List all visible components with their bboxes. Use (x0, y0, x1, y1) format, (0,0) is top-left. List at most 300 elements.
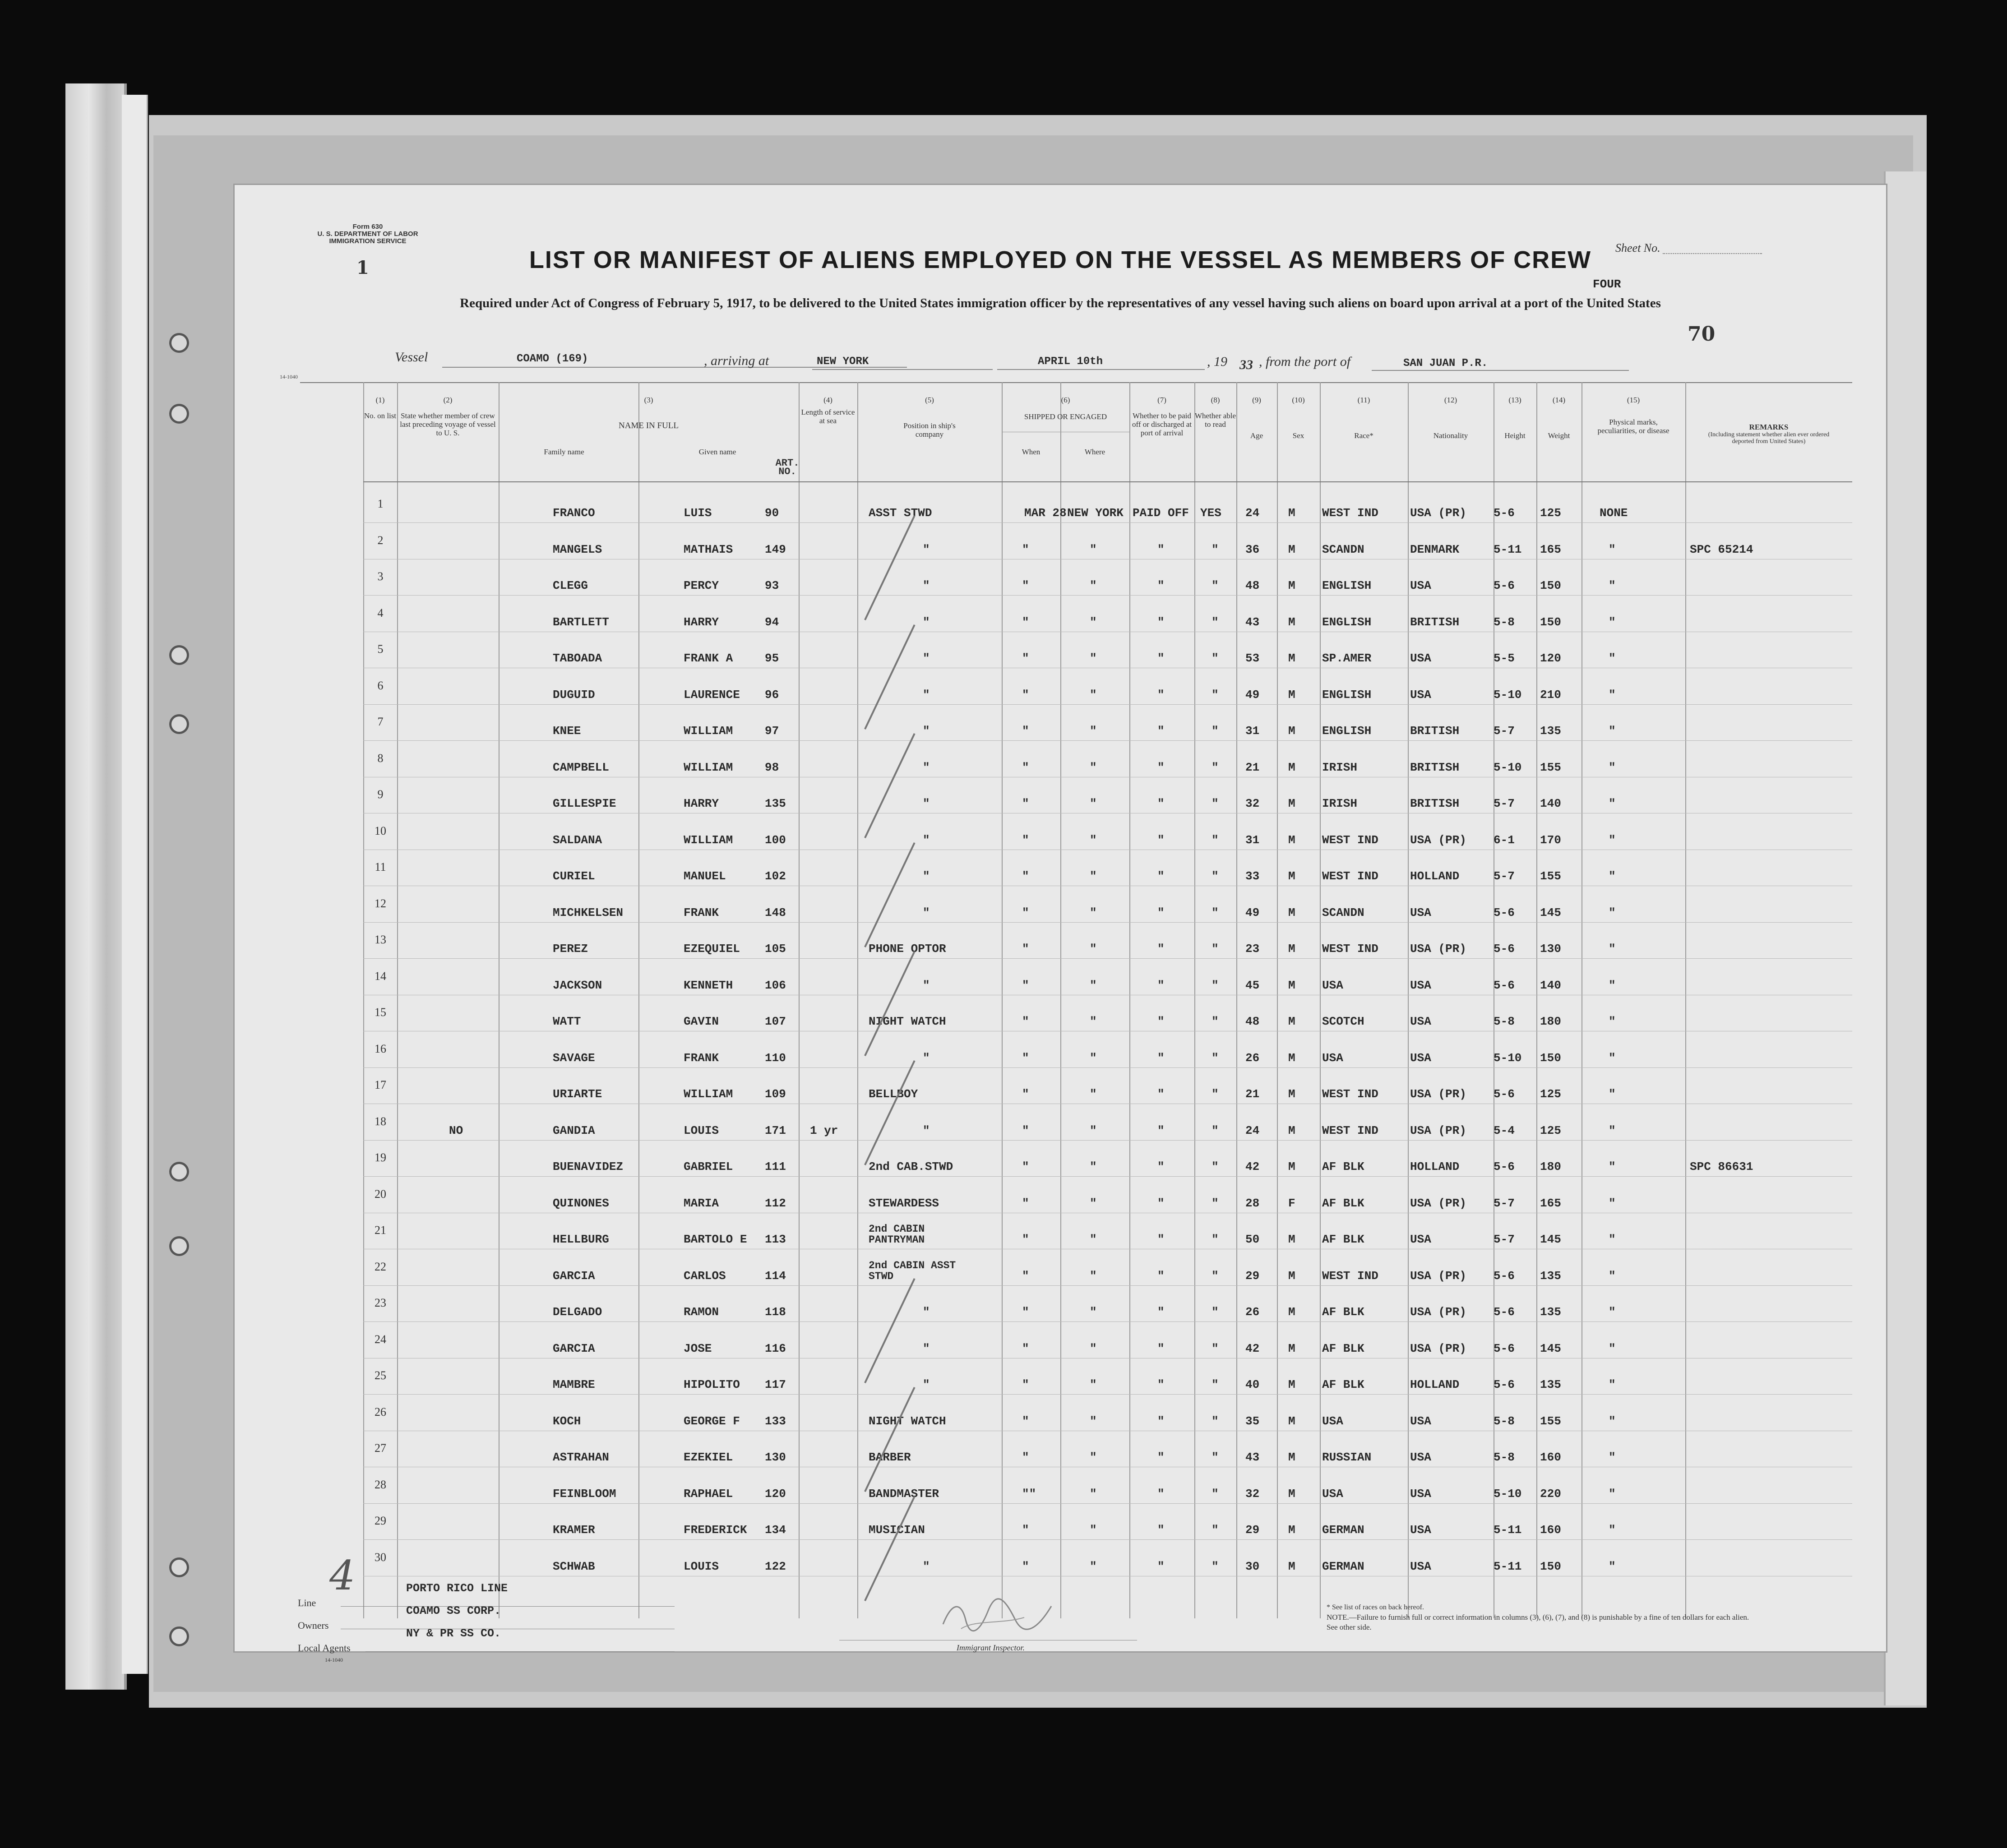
col-header-art-no: ART. NO. (775, 457, 800, 477)
cell-sex: M (1288, 1087, 1295, 1101)
cell-remarks: SPC 65214 (1690, 542, 1753, 556)
cell-able-to-read: " (1212, 1559, 1219, 1573)
handwritten-mark: 4 (329, 1552, 356, 1599)
cell-family-name: KRAMER (553, 1523, 595, 1537)
cell-shipped-when: " (1022, 1051, 1029, 1065)
cell-paid-off: " (1157, 1451, 1165, 1464)
arrival-date: APRIL 10th (1038, 356, 1103, 368)
cell-position: " (923, 1305, 930, 1319)
cell-nationality: USA (PR) (1410, 942, 1466, 956)
cell-position: " (923, 869, 930, 883)
col-header-position: (5) Position in ship's company (903, 396, 956, 439)
cell-physical-marks: " (1609, 1123, 1616, 1137)
cell-height: 6-1 (1494, 833, 1515, 847)
cell-age: 36 (1245, 542, 1260, 556)
cell-position: " (923, 1559, 930, 1573)
cell-able-to-read: " (1212, 1378, 1219, 1391)
year-prefix: , 19 (1207, 354, 1227, 369)
cell-shipped-when: " (1022, 833, 1029, 847)
cell-art-no: 98 (765, 760, 779, 774)
cell-physical-marks: " (1609, 1451, 1616, 1464)
cell-height: 5-7 (1494, 1233, 1515, 1246)
cell-able-to-read: " (1212, 1015, 1219, 1028)
cell-paid-off: " (1157, 1487, 1165, 1501)
punch-hole (169, 1162, 189, 1182)
cell-weight: 135 (1540, 1305, 1561, 1319)
row-number: 24 (375, 1332, 386, 1346)
cell-art-no: 94 (765, 615, 779, 629)
row-number: 2 (377, 533, 384, 547)
cell-nationality: USA (PR) (1410, 1305, 1466, 1319)
punch-hole (169, 1236, 189, 1256)
punch-hole (169, 714, 189, 734)
cell-age: 26 (1245, 1051, 1260, 1065)
agents-value: NY & PR SS CO. (406, 1627, 501, 1640)
cell-shipped-where: " (1090, 688, 1097, 702)
cell-given-name: CARLOS (684, 1269, 726, 1283)
cell-physical-marks: " (1609, 615, 1616, 629)
cell-height: 5-11 (1494, 1523, 1522, 1537)
cell-family-name: SALDANA (553, 833, 602, 847)
cell-shipped-where: " (1090, 1414, 1097, 1428)
cell-art-no: 117 (765, 1378, 786, 1391)
row-number: 11 (375, 860, 386, 873)
cell-race: GERMAN (1322, 1559, 1364, 1573)
cell-position: " (923, 1341, 930, 1355)
cell-paid-off: " (1157, 978, 1165, 992)
cell-position: " (923, 542, 930, 556)
cell-physical-marks: " (1609, 688, 1616, 702)
cell-physical-marks: " (1609, 724, 1616, 738)
service-name: IMMIGRATION SERVICE (329, 237, 407, 245)
cell-art-no: 96 (765, 688, 779, 702)
col-header-weight: (14) Weight (1548, 396, 1570, 440)
col-header-age: (9) Age (1250, 396, 1263, 440)
cell-art-no: 112 (765, 1196, 786, 1210)
cell-race: WEST IND (1322, 1087, 1378, 1101)
cell-position: " (923, 797, 930, 810)
cell-race: ENGLISH (1322, 724, 1372, 738)
cell-weight: 180 (1540, 1160, 1561, 1173)
cell-nationality: HOLLAND (1410, 1160, 1460, 1173)
pencil-check-mark (864, 733, 916, 838)
cell-height: 5-4 (1494, 1123, 1515, 1137)
cell-sex: M (1288, 1378, 1295, 1391)
cell-age: 31 (1245, 833, 1260, 847)
cell-given-name: BARTOLO E (684, 1233, 747, 1246)
cell-family-name: MAMBRE (553, 1378, 595, 1391)
cell-given-name: WILLIAM (684, 833, 733, 847)
col-header-prev-voyage: (2) State whether member of crew last preceding voyage of vessel to U. S. (400, 396, 496, 437)
cell-sex: M (1288, 1523, 1295, 1537)
cell-physical-marks: " (1609, 906, 1616, 919)
cell-sex: M (1288, 942, 1295, 956)
cell-height: 5-7 (1494, 869, 1515, 883)
cell-height: 5-6 (1494, 579, 1515, 592)
cell-age: 28 (1245, 1196, 1260, 1210)
cell-height: 5-10 (1494, 760, 1522, 774)
cell-able-to-read: " (1212, 1487, 1219, 1501)
cell-family-name: QUINONES (553, 1196, 609, 1210)
cell-family-name: DELGADO (553, 1305, 602, 1319)
cell-age: 33 (1245, 869, 1260, 883)
cell-weight: 145 (1540, 906, 1561, 919)
races-note: * See list of races on back hereof. (1327, 1603, 1424, 1611)
cell-family-name: GILLESPIE (553, 797, 616, 810)
cell-height: 5-6 (1494, 1341, 1515, 1355)
cell-race: AF BLK (1322, 1305, 1364, 1319)
cell-given-name: HIPOLITO (684, 1378, 740, 1391)
cell-able-to-read: " (1212, 1305, 1219, 1319)
row-number: 1 (377, 497, 384, 510)
cell-able-to-read: " (1212, 1160, 1219, 1173)
cell-physical-marks: " (1609, 1233, 1616, 1246)
cell-able-to-read: " (1212, 688, 1219, 702)
row-rule (363, 522, 1852, 523)
cell-shipped-when: " (1022, 906, 1029, 919)
cell-position: " (923, 579, 930, 592)
row-number: 14 (375, 969, 386, 983)
cell-nationality: USA (PR) (1410, 1196, 1466, 1210)
cell-physical-marks: NONE (1600, 506, 1628, 520)
col-header-race: (11) Race* (1354, 396, 1373, 440)
cell-nationality: BRITISH (1410, 797, 1460, 810)
cell-art-no: 102 (765, 869, 786, 883)
cell-weight: 150 (1540, 1051, 1561, 1065)
cell-physical-marks: " (1609, 869, 1616, 883)
cell-race: WEST IND (1322, 833, 1378, 847)
cell-race: AF BLK (1322, 1196, 1364, 1210)
cell-paid-off: " (1157, 942, 1165, 956)
cell-paid-off: " (1157, 1523, 1165, 1537)
cell-given-name: WILLIAM (684, 1087, 733, 1101)
cell-nationality: USA (1410, 1451, 1431, 1464)
punch-hole (169, 333, 189, 353)
cell-shipped-when: " (1022, 1451, 1029, 1464)
cell-nationality: USA (1410, 978, 1431, 992)
cell-height: 5-11 (1494, 542, 1522, 556)
cell-art-no: 95 (765, 651, 779, 665)
cell-weight: 150 (1540, 615, 1561, 629)
cell-family-name: KNEE (553, 724, 581, 738)
cell-nationality: USA (1410, 1487, 1431, 1501)
cell-weight: 160 (1540, 1523, 1561, 1537)
cell-weight: 135 (1540, 724, 1561, 738)
cell-able-to-read: " (1212, 1341, 1219, 1355)
cell-nationality: USA (1410, 1559, 1431, 1573)
cell-able-to-read: " (1212, 724, 1219, 738)
cell-sex: M (1288, 615, 1295, 629)
cell-weight: 155 (1540, 760, 1561, 774)
cell-sex: M (1288, 1559, 1295, 1573)
crew-manifest-table (300, 382, 1852, 1618)
cell-shipped-where: " (1090, 1269, 1097, 1283)
cell-given-name: HARRY (684, 615, 719, 629)
cell-weight: 145 (1540, 1233, 1561, 1246)
date-line (997, 369, 1205, 370)
row-number: 20 (375, 1187, 386, 1201)
cell-art-no: 148 (765, 906, 786, 919)
cell-age: 21 (1245, 1087, 1260, 1101)
cell-weight: 150 (1540, 1559, 1561, 1573)
cell-race: GERMAN (1322, 1523, 1364, 1537)
cell-family-name: DUGUID (553, 688, 595, 702)
cell-sex: M (1288, 978, 1295, 992)
cell-given-name: WILLIAM (684, 724, 733, 738)
cell-shipped-when: " (1022, 942, 1029, 956)
cell-race: SCANDN (1322, 542, 1364, 556)
cell-age: 35 (1245, 1414, 1260, 1428)
cell-height: 5-11 (1494, 1559, 1522, 1573)
cell-nationality: DENMARK (1410, 542, 1460, 556)
cell-nationality: USA (PR) (1410, 833, 1466, 847)
arrival-year: 33 (1239, 357, 1253, 372)
pencil-check-mark (864, 1496, 916, 1601)
cell-art-no: 110 (765, 1051, 786, 1065)
cell-height: 5-6 (1494, 942, 1515, 956)
cell-nationality: HOLLAND (1410, 1378, 1460, 1391)
cell-able-to-read: " (1212, 1269, 1219, 1283)
cell-shipped-where: " (1090, 1123, 1097, 1137)
cell-shipped-when: " (1022, 1087, 1029, 1101)
cell-sex: M (1288, 542, 1295, 556)
cell-family-name: BUENAVIDEZ (553, 1160, 624, 1173)
row-number: 3 (377, 570, 384, 583)
form-number: Form 630 (352, 223, 383, 231)
row-rule (363, 595, 1852, 596)
cell-age: 49 (1245, 906, 1260, 919)
row-number: 8 (377, 751, 384, 765)
cell-sex: M (1288, 651, 1295, 665)
inspector-signature (934, 1593, 1060, 1638)
cell-nationality: USA (PR) (1410, 1269, 1466, 1283)
cell-able-to-read: " (1212, 1233, 1219, 1246)
row-number: 18 (375, 1114, 386, 1128)
cell-nationality: USA (PR) (1410, 1087, 1466, 1101)
cell-age: 48 (1245, 1015, 1260, 1028)
cell-able-to-read: " (1212, 1523, 1219, 1537)
pencil-check-mark (864, 842, 916, 947)
cell-family-name: PEREZ (553, 942, 588, 956)
cell-paid-off: " (1157, 1196, 1165, 1210)
cell-able-to-read: " (1212, 1196, 1219, 1210)
cell-able-to-read: " (1212, 833, 1219, 847)
cell-paid-off: " (1157, 1559, 1165, 1573)
cell-height: 5-5 (1494, 651, 1515, 665)
cell-position: " (923, 833, 930, 847)
arriving-label: , arriving at (704, 353, 769, 368)
binder-page-edge (122, 95, 148, 1674)
cell-weight: 220 (1540, 1487, 1561, 1501)
cell-weight: 120 (1540, 651, 1561, 665)
cell-given-name: LUIS (684, 506, 712, 520)
cell-sex: M (1288, 1414, 1295, 1428)
cell-age: 42 (1245, 1341, 1260, 1355)
cell-weight: 210 (1540, 688, 1561, 702)
col-header-paid-off: (7) Whether to be paid off or discharged at port of arrival (1132, 396, 1192, 437)
department-name: U. S. DEPARTMENT OF LABOR (317, 230, 418, 238)
cell-physical-marks: " (1609, 1559, 1616, 1573)
cell-shipped-when: " (1022, 688, 1029, 702)
row-number: 4 (377, 606, 384, 619)
col-header-name: (3) NAME IN FULL (619, 396, 679, 430)
cell-physical-marks: " (1609, 978, 1616, 992)
cell-nationality: BRITISH (1410, 615, 1460, 629)
cell-position: 2nd CABIN ASST STWD (869, 1259, 956, 1282)
cell-shipped-where: " (1090, 1523, 1097, 1537)
form-identifier (300, 223, 435, 245)
cell-able-to-read: " (1212, 579, 1219, 592)
cell-age: 32 (1245, 797, 1260, 810)
cell-family-name: GARCIA (553, 1269, 595, 1283)
cell-shipped-where: NEW YORK (1067, 506, 1124, 520)
cell-paid-off: " (1157, 869, 1165, 883)
cell-age: 29 (1245, 1523, 1260, 1537)
cell-art-no: 100 (765, 833, 786, 847)
row-rule (363, 1539, 1852, 1540)
cell-height: 5-8 (1494, 1414, 1515, 1428)
cell-length-of-service: 1 yr (810, 1123, 838, 1137)
cell-shipped-when: " (1022, 615, 1029, 629)
row-rule (363, 1394, 1852, 1395)
cell-position: " (923, 906, 930, 919)
col-header-shipped: (6) SHIPPED OR ENGAGED (1024, 396, 1107, 421)
cell-paid-off: " (1157, 1414, 1165, 1428)
cell-able-to-read: " (1212, 1051, 1219, 1065)
cell-nationality: USA (1410, 688, 1431, 702)
cell-sex: M (1288, 760, 1295, 774)
cell-family-name: MANGELS (553, 542, 602, 556)
row-rule (363, 740, 1852, 741)
cell-given-name: GEORGE F (684, 1414, 740, 1428)
cell-physical-marks: " (1609, 1378, 1616, 1391)
cell-family-name: KOCH (553, 1414, 581, 1428)
col-header-shipped-where: Where (1084, 448, 1105, 456)
cell-shipped-where: " (1090, 869, 1097, 883)
inspector-label: Immigrant Inspector. (957, 1643, 1025, 1652)
cell-nationality: HOLLAND (1410, 869, 1460, 883)
cell-shipped-where: " (1090, 651, 1097, 665)
cell-shipped-when: " (1022, 542, 1029, 556)
cell-age: 32 (1245, 1487, 1260, 1501)
row-rule (363, 704, 1852, 705)
cell-position: " (923, 651, 930, 665)
cell-sex: M (1288, 1015, 1295, 1028)
col-header-family-name: Family name (544, 448, 584, 456)
sheet-number-label: Sheet No. (1615, 241, 1660, 254)
cell-height: 5-7 (1494, 1196, 1515, 1210)
cell-able-to-read: " (1212, 1087, 1219, 1101)
cell-position: " (923, 760, 930, 774)
cell-position: 2nd CAB.STWD (869, 1160, 953, 1173)
cell-family-name: SCHWAB (553, 1559, 595, 1573)
cell-sex: M (1288, 1487, 1295, 1501)
cell-weight: 155 (1540, 1414, 1561, 1428)
sheet-number-line (1663, 253, 1762, 254)
cell-sex: M (1288, 1341, 1295, 1355)
cell-weight: 155 (1540, 869, 1561, 883)
cell-shipped-when: " (1022, 1123, 1029, 1137)
cell-paid-off: " (1157, 760, 1165, 774)
cell-family-name: MICHKELSEN (553, 906, 624, 919)
cell-family-name: SAVAGE (553, 1051, 595, 1065)
cell-race: USA (1322, 978, 1343, 992)
cell-paid-off: " (1157, 1305, 1165, 1319)
cell-race: RUSSIAN (1322, 1451, 1372, 1464)
cell-shipped-where: " (1090, 1233, 1097, 1246)
cell-given-name: FRANK (684, 1051, 719, 1065)
cell-paid-off: " (1157, 651, 1165, 665)
cell-sex: M (1288, 1160, 1295, 1173)
cell-shipped-where: " (1090, 1559, 1097, 1573)
cell-sex: M (1288, 579, 1295, 592)
cell-position: BELLBOY (869, 1087, 918, 1101)
cell-height: 5-8 (1494, 1451, 1515, 1464)
row-number: 15 (375, 1006, 386, 1019)
cell-shipped-when: " (1022, 1269, 1029, 1283)
row-number: 30 (375, 1550, 386, 1564)
col-header-sex: (10) Sex (1292, 396, 1305, 440)
row-number: 25 (375, 1369, 386, 1382)
row-rule (363, 922, 1852, 923)
cell-physical-marks: " (1609, 579, 1616, 592)
cell-nationality: USA (1410, 1051, 1431, 1065)
cell-height: 5-6 (1494, 1269, 1515, 1283)
cell-shipped-when: " (1022, 1015, 1029, 1028)
cell-art-no: 111 (765, 1160, 786, 1173)
cell-weight: 150 (1540, 579, 1561, 592)
col-header-shipped-when: When (1022, 448, 1040, 456)
row-number: 28 (375, 1478, 386, 1491)
cell-shipped-when: " (1022, 760, 1029, 774)
departure-port: SAN JUAN P.R. (1403, 357, 1488, 370)
cell-given-name: GABRIEL (684, 1160, 733, 1173)
row-rule (363, 1321, 1852, 1322)
cell-shipped-where: " (1090, 615, 1097, 629)
cell-prev-voyage: NO (449, 1123, 463, 1137)
cell-position: " (923, 1051, 930, 1065)
vessel-label: Vessel (395, 350, 428, 365)
cell-age: 45 (1245, 978, 1260, 992)
cell-given-name: MANUEL (684, 869, 726, 883)
row-rule (363, 1067, 1852, 1068)
right-page-edges (1884, 171, 1926, 1705)
cell-height: 5-6 (1494, 1087, 1515, 1101)
cell-age: 31 (1245, 724, 1260, 738)
cell-art-no: 97 (765, 724, 779, 738)
row-number: 13 (375, 933, 386, 946)
col-header-physical-marks: (15) Physical marks, peculiarities, or disease (1597, 396, 1669, 435)
cell-height: 5-10 (1494, 1051, 1522, 1065)
cell-paid-off: " (1157, 1123, 1165, 1137)
pencil-check-mark (864, 515, 916, 620)
cell-age: 40 (1245, 1378, 1260, 1391)
row-number: 27 (375, 1441, 386, 1455)
row-number: 16 (375, 1042, 386, 1055)
cell-art-no: 90 (765, 506, 779, 520)
cell-paid-off: " (1157, 688, 1165, 702)
cell-age: 42 (1245, 1160, 1260, 1173)
line-value: PORTO RICO LINE (406, 1582, 508, 1595)
pencil-check-mark (864, 624, 916, 730)
cell-position: " (923, 688, 930, 702)
row-number: 17 (375, 1078, 386, 1091)
cell-art-no: 114 (765, 1269, 786, 1283)
cell-physical-marks: " (1609, 1051, 1616, 1065)
cell-shipped-where: " (1090, 942, 1097, 956)
cell-race: SP.AMER (1322, 651, 1372, 665)
cell-sex: M (1288, 724, 1295, 738)
